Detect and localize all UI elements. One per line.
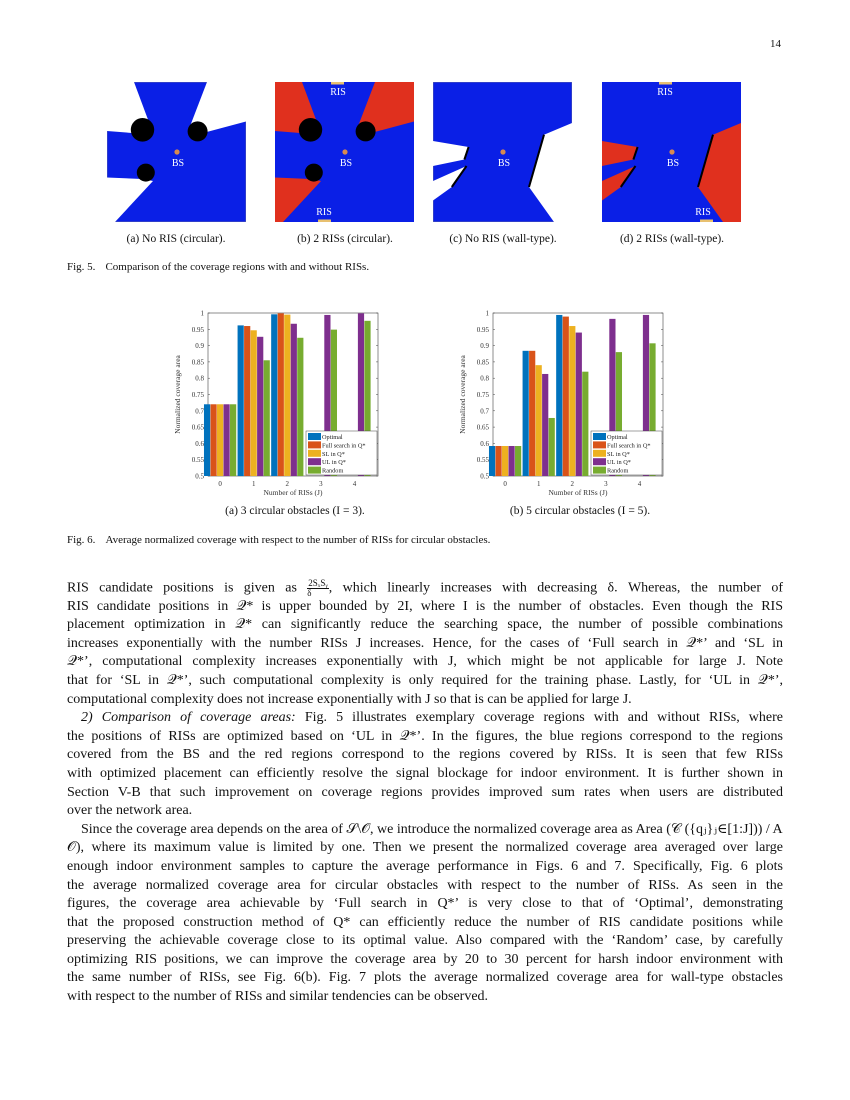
bar-random-j0 <box>515 446 521 476</box>
y-tick-label: 0.65 <box>476 423 489 432</box>
y-axis-label: Normalized coverage area <box>458 355 467 434</box>
fig5-label: Fig. 5. <box>67 261 96 273</box>
fig6-subcaption-b: (b) 5 circular obstacles (I = 5). <box>509 505 651 517</box>
x-tick-label: 1 <box>536 480 541 488</box>
bar-random-j1 <box>549 418 555 476</box>
y-tick-label: 0.5 <box>195 472 204 481</box>
bs-label: BS <box>339 158 353 169</box>
ris-marker <box>700 220 713 223</box>
body-line: the positions of RISs are optimized based on ‘UL in 𝒬*’. In the figures, the blue regions correspond to the regions <box>67 728 783 744</box>
bar-sl-in-q--j0 <box>502 446 508 476</box>
body-line: preserving the achievable coverage close to its optimal value. Also compared with the ‘Random’ case, by carefully <box>67 933 783 949</box>
body-line <box>67 709 783 728</box>
y-tick-label: 0.7 <box>195 407 204 416</box>
fig6-caption <box>67 534 490 546</box>
obstacle <box>305 164 323 182</box>
legend-label: Random <box>322 467 344 475</box>
fraction-numerator: 2SₓSᵧ <box>308 578 328 588</box>
fig6-chart-b <box>425 300 695 500</box>
x-tick-label: 0 <box>503 480 507 488</box>
x-tick-label: 0 <box>218 480 222 488</box>
body-line: over the network area. <box>67 803 193 819</box>
obstacle <box>137 164 155 182</box>
bar-full-search-in-q--j1 <box>244 326 250 476</box>
fig5-subcaption-c: (c) No RIS (wall-type). <box>449 233 557 245</box>
ris-label: RIS <box>316 207 332 218</box>
body-text <box>67 579 783 1007</box>
y-tick-label: 0.65 <box>191 423 204 432</box>
y-tick-label: 0.95 <box>191 325 204 334</box>
bar-ul-in-q--j2 <box>576 333 582 476</box>
legend <box>591 431 662 475</box>
legend-swatch <box>593 450 606 457</box>
y-tick-label: 0.75 <box>476 391 489 399</box>
y-tick-label: 0.9 <box>480 342 489 351</box>
x-tick-label: 4 <box>637 480 642 488</box>
text-span: RIS candidate positions is given as <box>67 580 297 596</box>
bar-sl-in-q--j1 <box>251 330 257 476</box>
obstacle <box>356 121 376 141</box>
legend-label: UL in Q* <box>607 459 631 467</box>
legend-swatch <box>308 458 321 465</box>
bar-ul-in-q--j1 <box>542 374 548 476</box>
y-tick-label: 0.55 <box>476 456 489 465</box>
y-tick-label: 0.6 <box>480 439 489 448</box>
legend-label: UL in Q* <box>322 459 346 467</box>
fig5-caption <box>67 261 369 273</box>
ris-label: RIS <box>695 207 711 218</box>
y-tick-label: 0.55 <box>191 456 204 465</box>
legend <box>306 431 377 475</box>
x-axis-label: Number of RISs (J) <box>263 488 323 497</box>
legend-label: Random <box>607 467 629 475</box>
x-tick-label: 4 <box>352 480 357 488</box>
y-tick-label: 0.7 <box>480 407 489 416</box>
fig6-label: Fig. 6. <box>67 534 96 546</box>
ris-marker <box>331 82 344 85</box>
bs-marker <box>342 149 347 154</box>
bs-marker <box>174 149 179 154</box>
body-line: that the proposed construction method of Q* can efficiently reduce the number of RIS candidate positions while <box>67 914 783 930</box>
obstacle <box>188 121 208 141</box>
legend-swatch <box>593 441 606 448</box>
y-tick-label: 0.5 <box>480 472 489 481</box>
body-line: Section V-B that such improvement on coverage regions provides improved sum rates when users are distributed <box>67 784 783 800</box>
fig5-subcaption-b: (b) 2 RISs (circular). <box>297 233 393 245</box>
legend-label: Optimal <box>607 434 628 441</box>
bs-label: BS <box>171 158 185 169</box>
bar-sl-in-q--j1 <box>536 365 542 476</box>
body-line: optimizing RIS positions, we can improve the coverage area by 20 to 30 percent for harsh indoor environment with <box>67 951 783 967</box>
ris-marker <box>659 82 672 85</box>
body-line: enough indoor environment samples to capture the average performance in Figs. 6 and 7. Specifically, Fig. 6 plots <box>67 858 783 874</box>
y-tick-label: 0.85 <box>191 358 204 367</box>
y-tick-label: 0.6 <box>195 439 204 448</box>
y-tick-label: 0.75 <box>191 391 204 399</box>
x-tick-label: 2 <box>570 480 575 488</box>
body-line: computational complexity does not increase exponentially with J so that is can be applied for large J. <box>67 691 632 707</box>
body-line: 𝒪), where its maximum value is limited by one. Then we present the normalized coverage area averaged over large <box>67 840 783 856</box>
legend-label: SL in Q* <box>322 450 345 458</box>
bar-optimal-j2 <box>271 314 277 476</box>
fraction-denominator: δ <box>307 588 312 598</box>
fig5-panel-b <box>275 82 414 222</box>
fig5-panel-a <box>107 82 246 222</box>
body-line <box>67 579 783 598</box>
fig5-subcaption-d: (d) 2 RISs (wall-type). <box>619 233 725 245</box>
bar-ul-in-q--j0 <box>509 446 515 476</box>
bar-random-j2 <box>297 338 303 476</box>
y-tick-label: 0.8 <box>195 374 204 383</box>
obstacle <box>299 118 322 142</box>
y-axis-label: Normalized coverage area <box>173 355 182 434</box>
bar-ul-in-q--j2 <box>291 324 297 476</box>
bar-random-j0 <box>230 404 236 476</box>
legend-swatch <box>308 467 321 474</box>
bar-full-search-in-q--j0 <box>495 446 501 476</box>
body-line: the average normalized coverage area for circular obstacles with respect to the number of RISs. As seen in the <box>67 877 783 893</box>
legend-swatch <box>308 450 321 457</box>
ris-label: RIS <box>657 87 673 98</box>
legend-swatch <box>593 467 606 474</box>
bar-full-search-in-q--j1 <box>529 351 535 476</box>
legend-label: Full search in Q* <box>607 442 651 450</box>
x-tick-label: 2 <box>285 480 290 488</box>
y-tick-label: 0.85 <box>476 358 489 367</box>
body-line: with respect to the number of RISs and similar tendencies can be observed. <box>67 989 489 1005</box>
y-tick-label: 1 <box>200 309 204 318</box>
y-tick-label: 0.95 <box>476 325 489 334</box>
bs-marker <box>500 149 505 154</box>
bar-optimal-j0 <box>489 446 495 476</box>
legend-swatch <box>308 441 321 448</box>
body-line: that for ‘SL in 𝒬*’, such computational complexity is only required for the training phase. Lastly, for ‘UL in 𝒬*’, <box>67 672 783 688</box>
subsection-heading: 2) Comparison of coverage areas: <box>81 710 296 726</box>
fig6-caption-text: Average normalized coverage with respect to the number of RISs for circular obstacles. <box>105 534 491 546</box>
legend-swatch <box>593 458 606 465</box>
ris-label: RIS <box>330 87 346 98</box>
body-line: the same number of RISs, see Fig. 6(b). Fig. 7 plots the average normalized coverage area for wall-type obstacles <box>67 970 783 986</box>
bar-optimal-j0 <box>204 404 210 476</box>
obstacle <box>131 118 154 142</box>
bar-optimal-j1 <box>523 351 529 476</box>
legend-label: Full search in Q* <box>322 442 366 450</box>
y-tick-label: 1 <box>485 309 489 318</box>
bar-sl-in-q--j0 <box>217 404 223 476</box>
legend-label: Optimal <box>322 434 343 441</box>
legend-swatch <box>308 433 321 440</box>
body-line: figures, the coverage area achievable by ‘Full search in Q*’ is very close to that of ‘Optimal’, demonstrating <box>67 896 783 912</box>
fig5-subcaption-a: (a) No RIS (circular). <box>126 233 226 245</box>
fig6-chart-a <box>140 300 410 500</box>
ris-marker <box>318 220 331 223</box>
bs-label: BS <box>497 158 511 169</box>
fig5-panel-d <box>602 82 741 222</box>
legend-swatch <box>593 433 606 440</box>
body-line: 𝒬*’, computational complexity increases exponentially with J, which might be not applicable for large J. Note <box>67 654 783 670</box>
body-line: with optimized placement can efficiently resolve the signal blockage for indoor environment. It is further shown in <box>67 765 783 781</box>
bar-optimal-j2 <box>556 315 562 476</box>
fig5-caption-text: Comparison of the coverage regions with and without RISs. <box>105 261 370 273</box>
bs-label: BS <box>666 158 680 169</box>
y-tick-label: 0.8 <box>480 374 489 383</box>
x-axis-label: Number of RISs (J) <box>548 488 608 497</box>
bar-sl-in-q--j2 <box>569 326 575 476</box>
bs-marker <box>669 149 674 154</box>
text-span: , which linearly increases with decreasing δ. Whereas, the number of <box>328 580 784 596</box>
x-tick-label: 3 <box>604 480 608 488</box>
body-line: covered from the BS and the red regions correspond to the regions covered by RISs. It is seen that few RISs <box>67 747 783 763</box>
body-line: placement optimization in 𝒬* can significantly reduce the searching space, the number of possible combinations <box>67 617 783 633</box>
bar-sl-in-q--j2 <box>284 315 290 476</box>
bar-ul-in-q--j0 <box>224 404 230 476</box>
fig6-subcaption-a: (a) 3 circular obstacles (I = 3). <box>225 505 365 517</box>
x-tick-label: 3 <box>319 480 323 488</box>
bar-full-search-in-q--j2 <box>278 313 284 476</box>
x-tick-label: 1 <box>251 480 256 488</box>
bar-random-j1 <box>264 360 270 476</box>
fig5-panel-c <box>433 82 572 222</box>
body-line: RIS candidate positions in 𝒬* is upper bounded by 2I, where I is the number of obstacles. Even though the RIS <box>67 598 783 614</box>
fraction <box>307 579 329 598</box>
bar-random-j2 <box>582 372 588 476</box>
page-number: 14 <box>770 38 781 50</box>
y-tick-label: 0.9 <box>195 342 204 351</box>
bar-full-search-in-q--j2 <box>563 317 569 476</box>
bar-full-search-in-q--j0 <box>210 404 216 476</box>
text-span: Fig. 5 illustrates exemplary coverage regions with and without RISs, where <box>295 710 783 726</box>
bar-ul-in-q--j1 <box>257 337 263 476</box>
legend-label: SL in Q* <box>607 450 630 458</box>
body-line: Since the coverage area depends on the area of 𝒮\𝒪, we introduce the normalized coverage area as Area (𝒞 ({qⱼ}ⱼ∈[1:J])) / A <box>81 821 783 837</box>
body-line: increases exponentially with the number RISs J increases. Hence, for the cases of ‘Full search in 𝒬*’ and ‘SL in <box>67 635 783 651</box>
bar-optimal-j1 <box>238 325 244 476</box>
